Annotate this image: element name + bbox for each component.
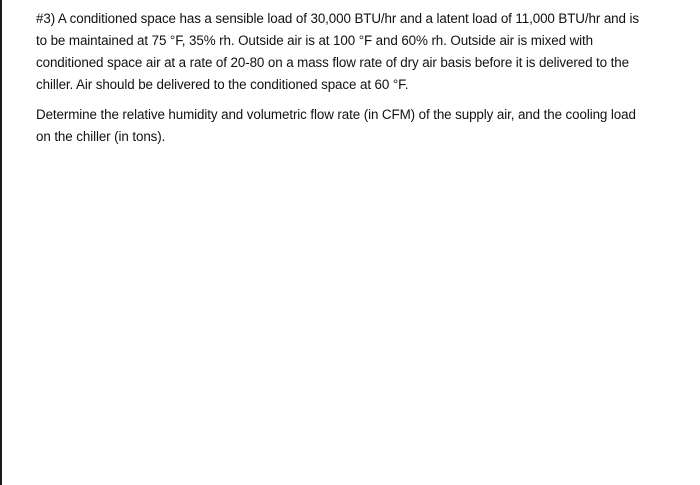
question-line: Determine the relative humidity and volumetric flow rate (in CFM) of the supply air, and the cooling load: [36, 107, 636, 122]
problem-statement-paragraph: [36, 8, 698, 96]
statement-line: #3) A conditioned space has a sensible load of 30,000 BTU/hr and a latent load of 11,000 BTU/hr and is: [36, 11, 639, 26]
statement-line: chiller. Air should be delivered to the conditioned space at 60 °F.: [36, 77, 409, 92]
statement-line: to be maintained at 75 °F, 35% rh. Outside air is at 100 °F and 60% rh. Outside air is mixed with: [36, 33, 594, 48]
statement-line: conditioned space air at a rate of 20-80 on a mass flow rate of dry air basis before it is delivered to the: [36, 55, 629, 70]
question-line: on the chiller (in tons).: [36, 129, 166, 144]
question-paragraph: [36, 104, 698, 148]
problem-text: [36, 8, 698, 148]
